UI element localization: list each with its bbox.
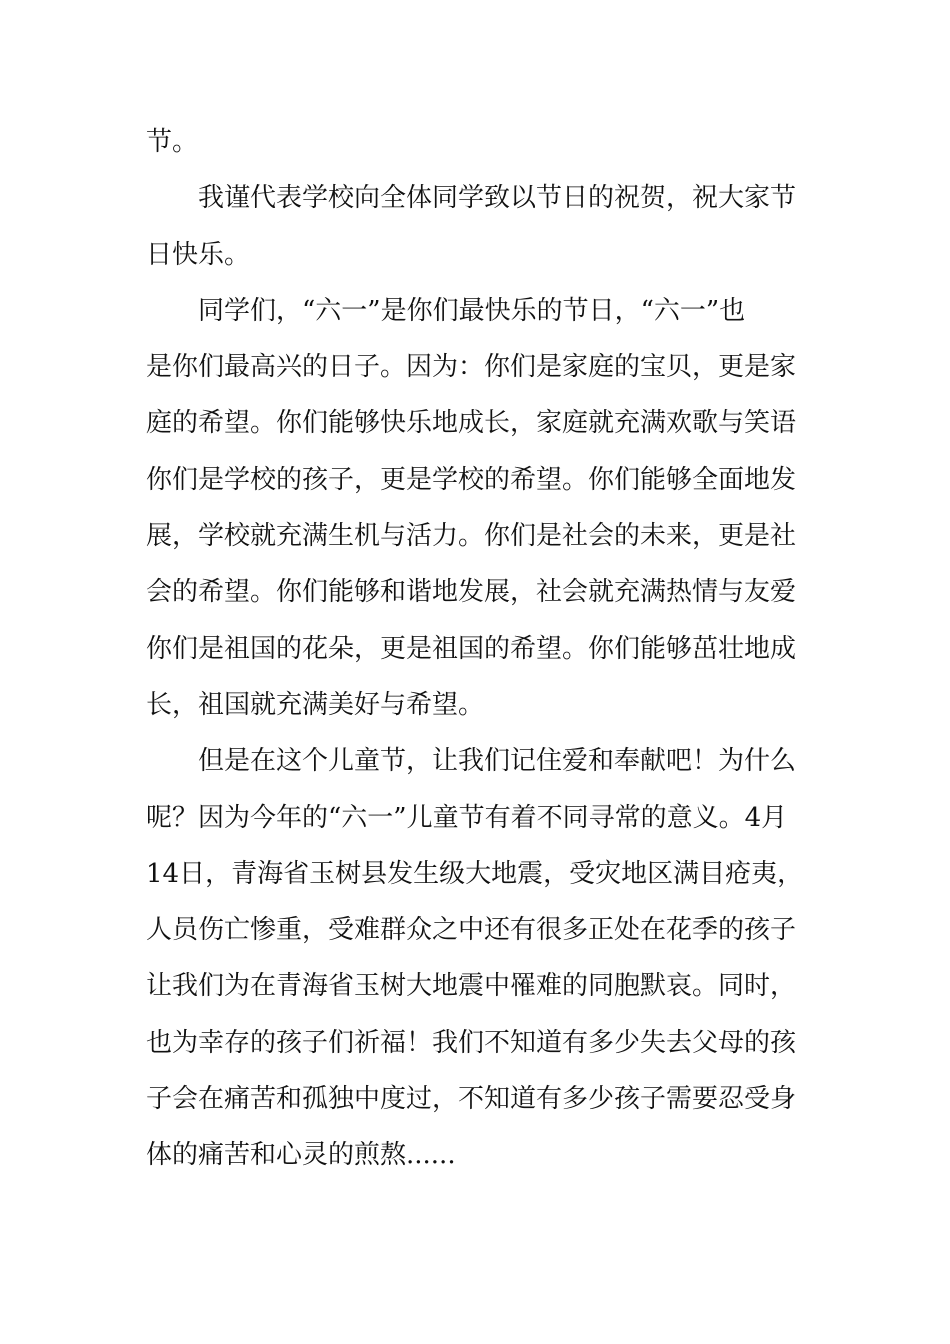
text-line: 庭的希望。你们能够快乐地成长，家庭就充满欢歌与笑语 bbox=[146, 408, 797, 439]
text-line: 是你们最高兴的日子。因为：你们是家庭的宝贝，更是家 bbox=[146, 352, 797, 383]
text-line: 但是在这个儿童节，让我们记住爱和奉献吧！为什么 bbox=[198, 746, 797, 777]
text-line: 长，祖国就充满美好与希望。 bbox=[146, 689, 485, 720]
text-line: 会的希望。你们能够和谐地发展，社会就充满热情与友爱 bbox=[146, 577, 797, 608]
text-line: 我谨代表学校向全体同学致以节日的祝贺，祝大家节 bbox=[198, 183, 797, 214]
text-line: 14日，青海省玉树县发生级大地震，受灾地区满目疮夷， bbox=[146, 858, 804, 889]
text-line: 体的痛苦和心灵的煎熬...... bbox=[146, 1140, 456, 1171]
text-line: 日快乐。 bbox=[146, 239, 251, 270]
text-line: 你们是学校的孩子，更是学校的希望。你们能够全面地发 bbox=[146, 464, 797, 495]
text-line: 同学们，“六一”是你们最快乐的节日，“六一”也 bbox=[198, 295, 746, 326]
text-line: 子会在痛苦和孤独中度过，不知道有多少孩子需要忍受身 bbox=[146, 1084, 797, 1115]
text-line: 呢？因为今年的“六一”儿童节有着不同寻常的意义。4月 bbox=[146, 802, 788, 833]
text-line: 展，学校就充满生机与活力。你们是社会的未来，更是社 bbox=[146, 521, 797, 552]
text-line: 节。 bbox=[146, 127, 199, 157]
text-line: 让我们为在青海省玉树大地震中罹难的同胞默哀。同时， bbox=[146, 971, 797, 1002]
text-line: 也为幸存的孩子们祈福！我们不知道有多少失去父母的孩 bbox=[146, 1027, 797, 1058]
text-line: 你们是祖国的花朵，更是祖国的希望。你们能够茁壮地成 bbox=[146, 633, 797, 664]
text-line: 人员伤亡惨重，受难群众之中还有很多正处在花季的孩子 bbox=[146, 915, 797, 946]
body-text bbox=[146, 114, 816, 1184]
